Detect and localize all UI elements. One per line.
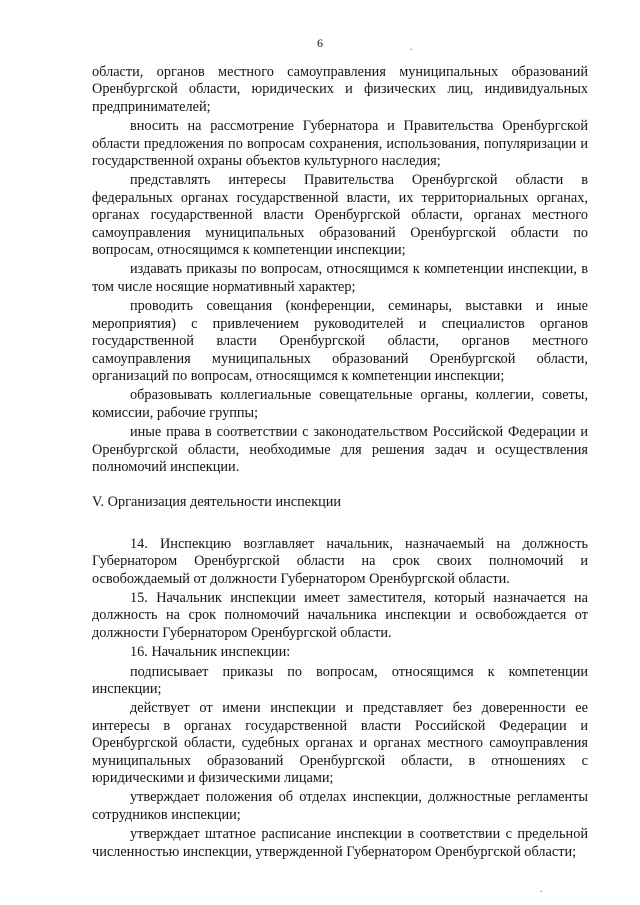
section-heading: V. Организация деятельности инспекции — [92, 494, 342, 511]
paragraph: 16. Начальник инспекции: — [130, 644, 291, 661]
paragraph: представлять интересы Правительства Оренбургской области в федеральных органах государственной власти, их территориальных органах, органах государственной власти Оренбургской области, органах местного самоуправления муниципальных образований Оренбургской области по вопросам, относящимся к компетенции инспекции; — [92, 172, 588, 259]
paragraph: издавать приказы по вопросам, относящимся к компетенции инспекции, в том числе носящие нормативный характер; — [92, 261, 588, 295]
paragraph: утверждает штатное расписание инспекции в соответствии с предельной численностью инспекции, утвержденной Губернатором Оренбургской области; — [92, 826, 588, 860]
paragraph: 15. Начальник инспекции имеет заместителя, который назначается на должность на срок полномочий начальника инспекции и освобождается от должности Губернатором Оренбургской области. — [92, 589, 588, 641]
paragraph: образовывать коллегиальные совещательные органы, коллегии, советы, комиссии, рабочие группы; — [92, 387, 588, 421]
paragraph: иные права в соответствии с законодательством Российской Федерации и Оренбургской области, необходимые для решения задач и осуществления полномочий инспекции. — [92, 424, 588, 475]
paragraph: утверждает положения об отделах инспекции, должностные регламенты сотрудников инспекции; — [92, 789, 588, 823]
paragraph: области, органов местного самоуправления муниципальных образований Оренбургской области, юридических и физических лиц, индивидуальных предпринимателей; — [92, 64, 588, 115]
paragraph: вносить на рассмотрение Губернатора и Правительства Оренбургской области предложения по вопросам сохранения, использования, популяризации и государственной охраны объектов культурного наследия; — [92, 118, 588, 170]
paragraph: действует от имени инспекции и представляет без доверенности ее интересы в органах государственной власти Российской Федерации и Оренбургской области, судебных органах и органах местного самоуправления муниципальных образований Оренбургской области, в отношениях с юридическими и физическими лицами; — [92, 700, 588, 787]
scan-speck: . — [540, 884, 543, 895]
document-body — [92, 64, 588, 863]
paragraph: проводить совещания (конференции, семинары, выставки и иные мероприятия) с привлечением руководителей и специалистов органов государственной власти Оренбургской области, органов местного самоуправления муниципальных образований Оренбургской области, организаций по вопросам, относящимся к компетенции инспекции; — [92, 298, 588, 384]
page-number: 6 — [317, 36, 323, 50]
paragraph: 14. Инспекцию возглавляет начальник, назначаемый на должность Губернатором Оренбургской области на срок своих полномочий и освобождаемый от должности Губернатором Оренбургской области. — [92, 535, 588, 587]
paragraph: подписывает приказы по вопросам, относящимся к компетенции инспекции; — [92, 663, 588, 697]
scan-speck: . — [410, 42, 413, 53]
